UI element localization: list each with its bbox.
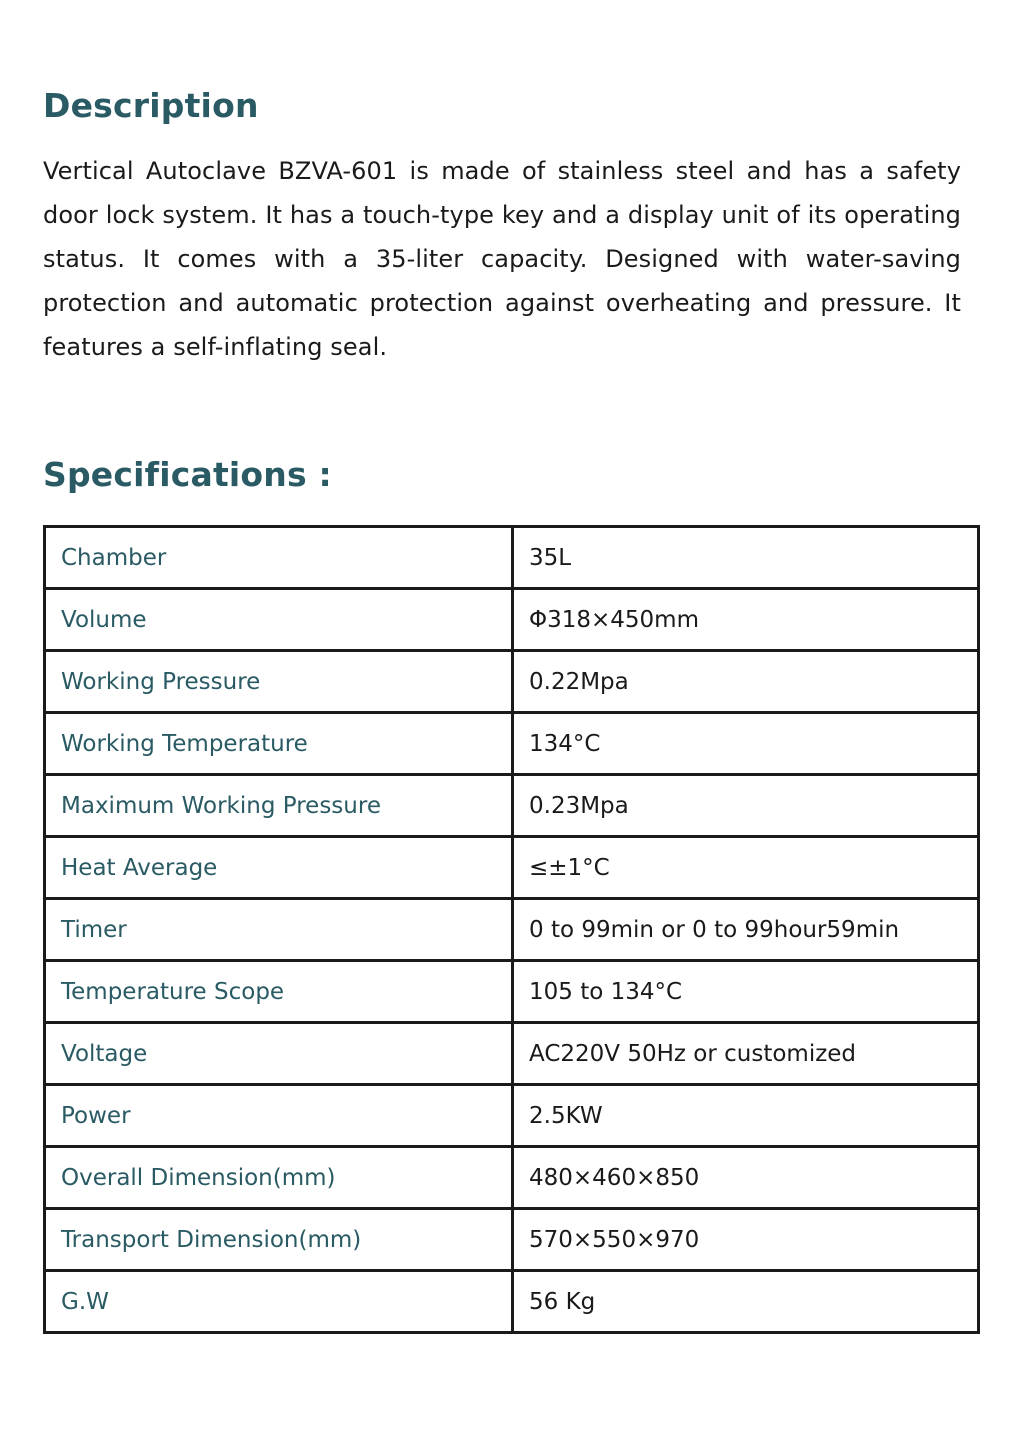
table-row xyxy=(45,961,979,1023)
spec-value: 56 Kg xyxy=(513,1271,979,1333)
spec-value: 134°C xyxy=(513,713,979,775)
specifications-table xyxy=(43,525,980,1334)
table-row xyxy=(45,1085,979,1147)
table-row xyxy=(45,1147,979,1209)
table-row xyxy=(45,527,979,589)
table-row xyxy=(45,775,979,837)
spec-label: Heat Average xyxy=(45,837,513,899)
spec-value: 480×460×850 xyxy=(513,1147,979,1209)
table-row xyxy=(45,1023,979,1085)
spec-label: Maximum Working Pressure xyxy=(45,775,513,837)
spec-value: AC220V 50Hz or customized xyxy=(513,1023,979,1085)
spec-label: Volume xyxy=(45,589,513,651)
spec-label: Temperature Scope xyxy=(45,961,513,1023)
spec-label: Working Temperature xyxy=(45,713,513,775)
table-row xyxy=(45,713,979,775)
spec-value: ≤±1°C xyxy=(513,837,979,899)
spec-value: 105 to 134°C xyxy=(513,961,979,1023)
specifications-heading: Specifications : xyxy=(43,455,332,494)
spec-value: Φ318×450mm xyxy=(513,589,979,651)
spec-value: 2.5KW xyxy=(513,1085,979,1147)
spec-label: Overall Dimension(mm) xyxy=(45,1147,513,1209)
spec-value: 0.23Mpa xyxy=(513,775,979,837)
table-row xyxy=(45,589,979,651)
table-row xyxy=(45,899,979,961)
spec-label: Chamber xyxy=(45,527,513,589)
spec-label: Working Pressure xyxy=(45,651,513,713)
spec-value: 0.22Mpa xyxy=(513,651,979,713)
spec-label: Timer xyxy=(45,899,513,961)
table-row xyxy=(45,1209,979,1271)
spec-label: Power xyxy=(45,1085,513,1147)
description-heading: Description xyxy=(43,86,259,125)
table-row xyxy=(45,1271,979,1333)
description-paragraph: Vertical Autoclave BZVA-601 is made of stainless steel and has a safety door lock system. It has a touch-type key and a display unit of its operating status. It comes with a 35-liter capacity. Designed with water-saving protection and automatic protection against overheating and pressure. It features a self-inflating seal. xyxy=(43,157,961,361)
table-row xyxy=(45,651,979,713)
spec-value: 570×550×970 xyxy=(513,1209,979,1271)
spec-label: Voltage xyxy=(45,1023,513,1085)
spec-label: Transport Dimension(mm) xyxy=(45,1209,513,1271)
spec-value: 35L xyxy=(513,527,979,589)
spec-label: G.W xyxy=(45,1271,513,1333)
table-row xyxy=(45,837,979,899)
spec-value: 0 to 99min or 0 to 99hour59min xyxy=(513,899,979,961)
